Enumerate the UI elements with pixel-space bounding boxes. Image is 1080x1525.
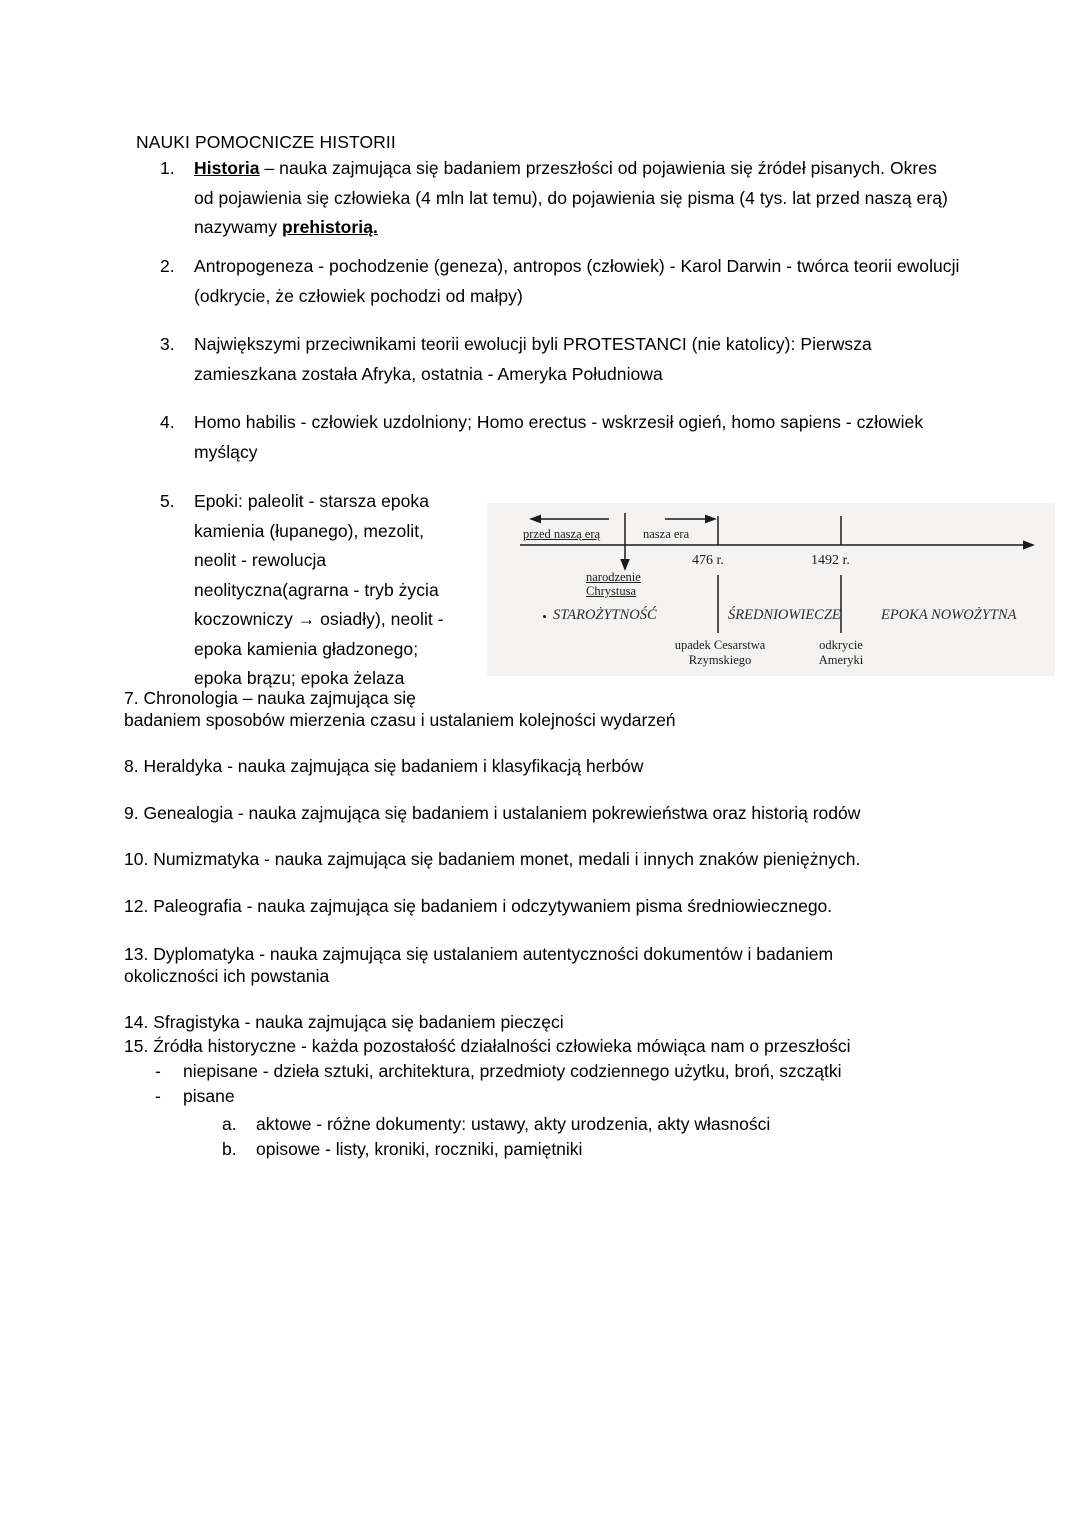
paragraph-chronologia-line2: badaniem sposobów mierzenia czasu i ustalaniem kolejności wydarzeń (124, 710, 676, 730)
timeline-figure (487, 503, 1055, 676)
paragraph-genealogia: 9. Genealogia - nauka zajmująca się badaniem i ustalaniem pokrewieństwa oraz historią rodów (124, 803, 861, 823)
label-birth-of-christ-line1: narodzenie (586, 570, 641, 584)
era-antiquity: STAROŻYTNOŚĆ (553, 607, 657, 623)
list-item-5 (160, 487, 460, 694)
list-item-5-text: Epoki: paleolit - starsza epoka kamienia (łupanego), mezolit, neolit - rewolucja neolityczna(agrarna - tryb życia koczowniczy → osiadły), neolit - epoka kamienia gładzonego; epoka brązu; epoka żelaza (194, 491, 444, 688)
list-marker-3: 3. (160, 334, 175, 354)
list-item-2 (160, 252, 960, 311)
list-item-1-middle: – nauka zajmująca się badaniem przeszłości od pojawienia się źródeł pisanych. Okres od pojawienia się człowieka (4 mln lat temu), do pojawienia się pisma (4 tys. lat przed naszą erą) nazywamy (194, 158, 948, 237)
label-our-era: nasza era (643, 527, 690, 541)
label-before-our-era: przed naszą erą (523, 527, 601, 541)
our-era-arrowhead (705, 515, 717, 524)
list-item-4 (160, 408, 980, 467)
list-item-2-text: Antropogeneza - pochodzenie (geneza), antropos (człowiek) - Karol Darwin - twórca teorii ewolucji (odkrycie, że człowiek pochodzi od małpy) (194, 256, 960, 306)
event-discovery-of-america-line1: odkrycie (819, 638, 863, 652)
sub-item-niepisane-text: niepisane - dzieła sztuki, architektura, przedmioty codziennego użytku, broń, szczątki (183, 1061, 842, 1081)
timeline-figure-canvas (487, 503, 1055, 676)
paragraph-paleografia: 12. Paleografia - nauka zajmująca się badaniem i odczytywaniem pisma średniowiecznego. (124, 896, 833, 916)
list-marker-4: 4. (160, 412, 175, 432)
paragraph-chronologia-line1: 7. Chronologia – nauka zajmująca się (124, 688, 416, 708)
page-title: NAUKI POMOCNICZE HISTORII (136, 132, 396, 152)
era-modern: EPOKA NOWOŻYTNA (881, 607, 1017, 623)
alpha-item-aktowe-text: aktowe - różne dokumenty: ustawy, akty urodzenia, akty własności (256, 1114, 771, 1134)
list-item-4-text: Homo habilis - człowiek uzdolniony; Homo erectus - wskrzesił ogień, homo sapiens - człowiek myślący (194, 412, 924, 462)
paragraph-numizmatyka: 10. Numizmatyka - nauka zajmująca się badaniem monet, medali i innych znaków pieniężnych. (124, 849, 861, 869)
list-marker-2: 2. (160, 256, 175, 276)
sub-item-pisane (155, 1082, 955, 1112)
paragraph-dyplomatyka-line2: okoliczności ich powstania (124, 966, 330, 986)
era-middle-ages: ŚREDNIOWIECZE (728, 607, 841, 623)
alpha-item-marker-a: a. (222, 1114, 237, 1134)
sub-item-pisane-text: pisane (183, 1086, 235, 1106)
sub-item-marker-1: - (155, 1061, 161, 1081)
alpha-item-opisowe (222, 1135, 962, 1165)
event-discovery-of-america-line2: Ameryki (818, 653, 864, 667)
bullet-dot-icon (543, 615, 546, 618)
event-fall-of-rome-line1: upadek Cesarstwa (674, 638, 766, 652)
paragraph-sfragistyka: 14. Sfragistyka - nauka zajmująca się badaniem pieczęci (124, 1012, 564, 1032)
list-marker-5: 5. (160, 491, 175, 511)
year-1492: 1492 r. (811, 553, 850, 568)
list-item-1-lead: Historia (194, 158, 260, 178)
list-item-1 (160, 154, 950, 243)
list-item-3 (160, 330, 950, 389)
paragraph-zrodla-historyczne: 15. Źródła historyczne - każda pozostałość działalności człowieka mówiąca nam o przeszłości (124, 1036, 851, 1056)
alpha-item-opisowe-text: opisowe - listy, kroniki, roczniki, pamiętniki (256, 1139, 583, 1159)
event-fall-of-rome-line2: Rzymskiego (688, 653, 752, 667)
label-birth-of-christ-line2: Chrystusa (586, 584, 636, 598)
sub-item-marker-2: - (155, 1086, 161, 1106)
list-marker-1: 1. (160, 158, 175, 178)
before-era-arrowhead (529, 515, 541, 524)
alpha-item-marker-b: b. (222, 1139, 237, 1159)
list-item-1-tail: prehistorią. (281, 217, 378, 237)
year-476: 476 r. (692, 553, 724, 568)
paragraph-dyplomatyka-line1: 13. Dyplomatyka - nauka zajmująca się ustalaniem autentyczności dokumentów i badaniem (124, 944, 834, 964)
list-item-3-text: Największymi przeciwnikami teorii ewolucji byli PROTESTANCI (nie katolicy): Pierwsza zamieszkana została Afryka, ostatnia - Ameryka Południowa (194, 334, 872, 384)
timeline-axis-arrowhead (1023, 540, 1035, 549)
paragraph-heraldyka: 8. Heraldyka - nauka zajmująca się badaniem i klasyfikacją herbów (124, 756, 644, 776)
list-item-1-text (194, 154, 950, 243)
